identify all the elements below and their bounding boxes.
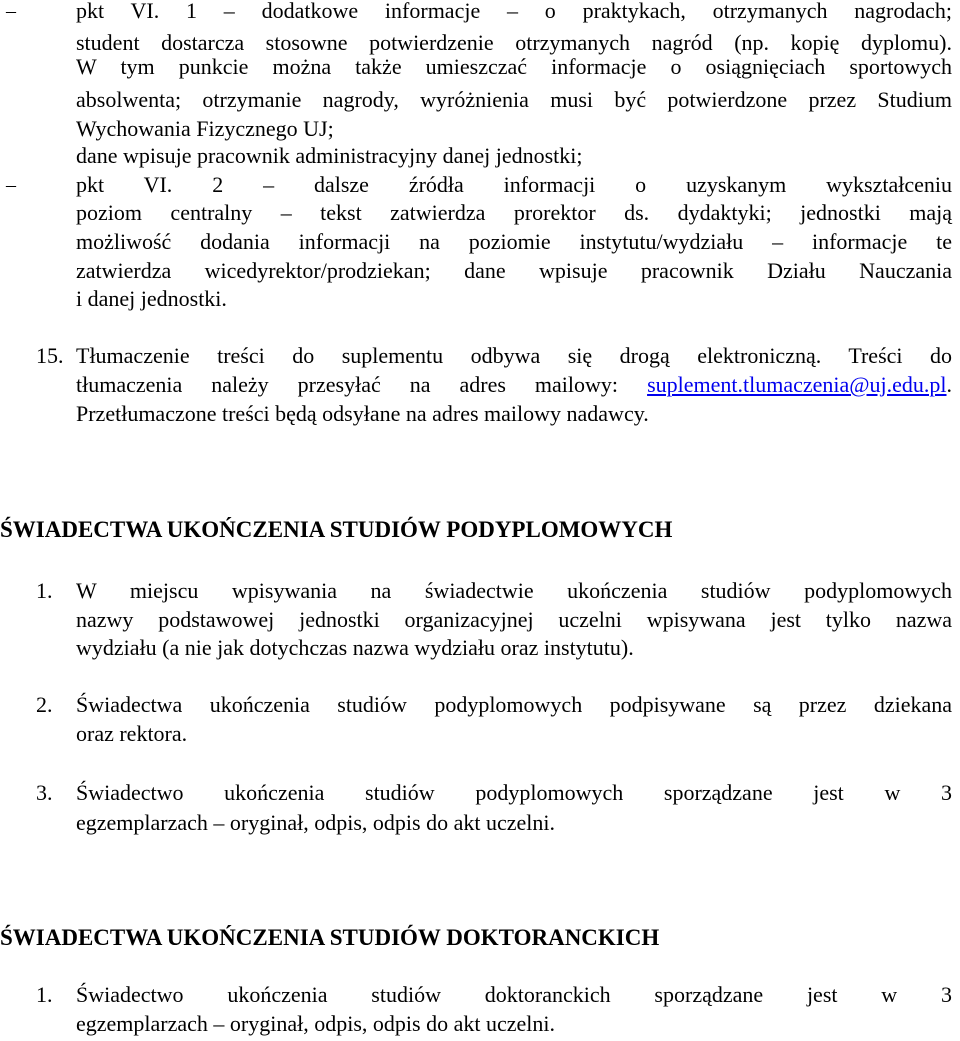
- item-number: 1.: [36, 982, 53, 1007]
- text-line: Świadectwo ukończenia studiów doktoranckich sporządzane jest w 3: [76, 982, 952, 1007]
- period-text: .: [946, 372, 953, 397]
- text-line: możliwość dodania informacji na poziomie instytutu/wydziału – informacje te: [76, 229, 952, 254]
- text-line: poziom centralny – tekst zatwierdza prorektor ds. dydaktyki; jednostki mają: [76, 200, 952, 225]
- item-number: 15.: [36, 343, 64, 368]
- text-line: Przetłumaczone treści będą odsyłane na adres mailowy nadawcy.: [76, 401, 649, 426]
- text-line: absolwenta; otrzymanie nagrody, wyróżnienia musi być potwierdzone przez Studium: [76, 87, 952, 112]
- text-line: Świadectwo ukończenia studiów podyplomowych sporządzane jest w 3: [76, 780, 952, 805]
- text-line: W miejscu wpisywania na świadectwie ukończenia studiów podyplomowych: [76, 578, 952, 603]
- text-line: i danej jednostki.: [76, 286, 227, 311]
- section-heading-doktoranckie: ŚWIADECTWA UKOŃCZENIA STUDIÓW DOKTORANCKICH: [0, 925, 660, 950]
- text-line: Świadectwa ukończenia studiów podyplomowych podpisywane są przez dziekana: [76, 692, 952, 717]
- text-line: Tłumaczenie treści do suplementu odbywa się drogą elektroniczną. Treści do: [76, 343, 952, 368]
- item-number: 1.: [36, 578, 53, 603]
- dash-bullet-marker: –: [6, 0, 16, 22]
- text-line: egzemplarzach – oryginał, odpis, odpis do akt uczelni.: [76, 1011, 555, 1036]
- text-line-with-email: [76, 370, 952, 400]
- text-line: Wychowania Fizycznego UJ;: [76, 116, 334, 141]
- text-line: zatwierdza wicedyrektor/prodziekan; dane wpisuje pracownik Działu Nauczania: [76, 258, 952, 283]
- email-segment: [647, 372, 952, 397]
- dash-bullet-marker: –: [6, 174, 16, 196]
- text-line: wydziału (a nie jak dotychczas nazwa wydziału oraz instytutu).: [76, 635, 634, 660]
- text-segment: tłumaczenia należy przesyłać na adres mailowy:: [76, 372, 619, 397]
- text-line: W tym punkcie można także umieszczać informacje o osiągnięciach sportowych: [76, 54, 952, 79]
- text-line: nazwy podstawowej jednostki organizacyjnej uczelni wpisywana jest tylko nazwa: [76, 607, 952, 632]
- email-link[interactable]: suplement.tlumaczenia@uj.edu.pl: [647, 372, 947, 397]
- text-line: student dostarcza stosowne potwierdzenie otrzymanych nagród (np. kopię dyplomu).: [76, 30, 952, 55]
- item-number: 3.: [36, 780, 53, 805]
- section-heading-podyplomowe: ŚWIADECTWA UKOŃCZENIA STUDIÓW PODYPLOMOWYCH: [0, 517, 673, 542]
- text-line: dane wpisuje pracownik administracyjny danej jednostki;: [76, 143, 583, 168]
- text-line: egzemplarzach – oryginał, odpis, odpis do akt uczelni.: [76, 810, 555, 835]
- text-line: oraz rektora.: [76, 721, 188, 746]
- text-line: pkt VI. 2 – dalsze źródła informacji o uzyskanym wykształceniu: [76, 172, 952, 197]
- text-line: pkt VI. 1 – dodatkowe informacje – o praktykach, otrzymanych nagrodach;: [76, 0, 952, 23]
- item-number: 2.: [36, 692, 53, 717]
